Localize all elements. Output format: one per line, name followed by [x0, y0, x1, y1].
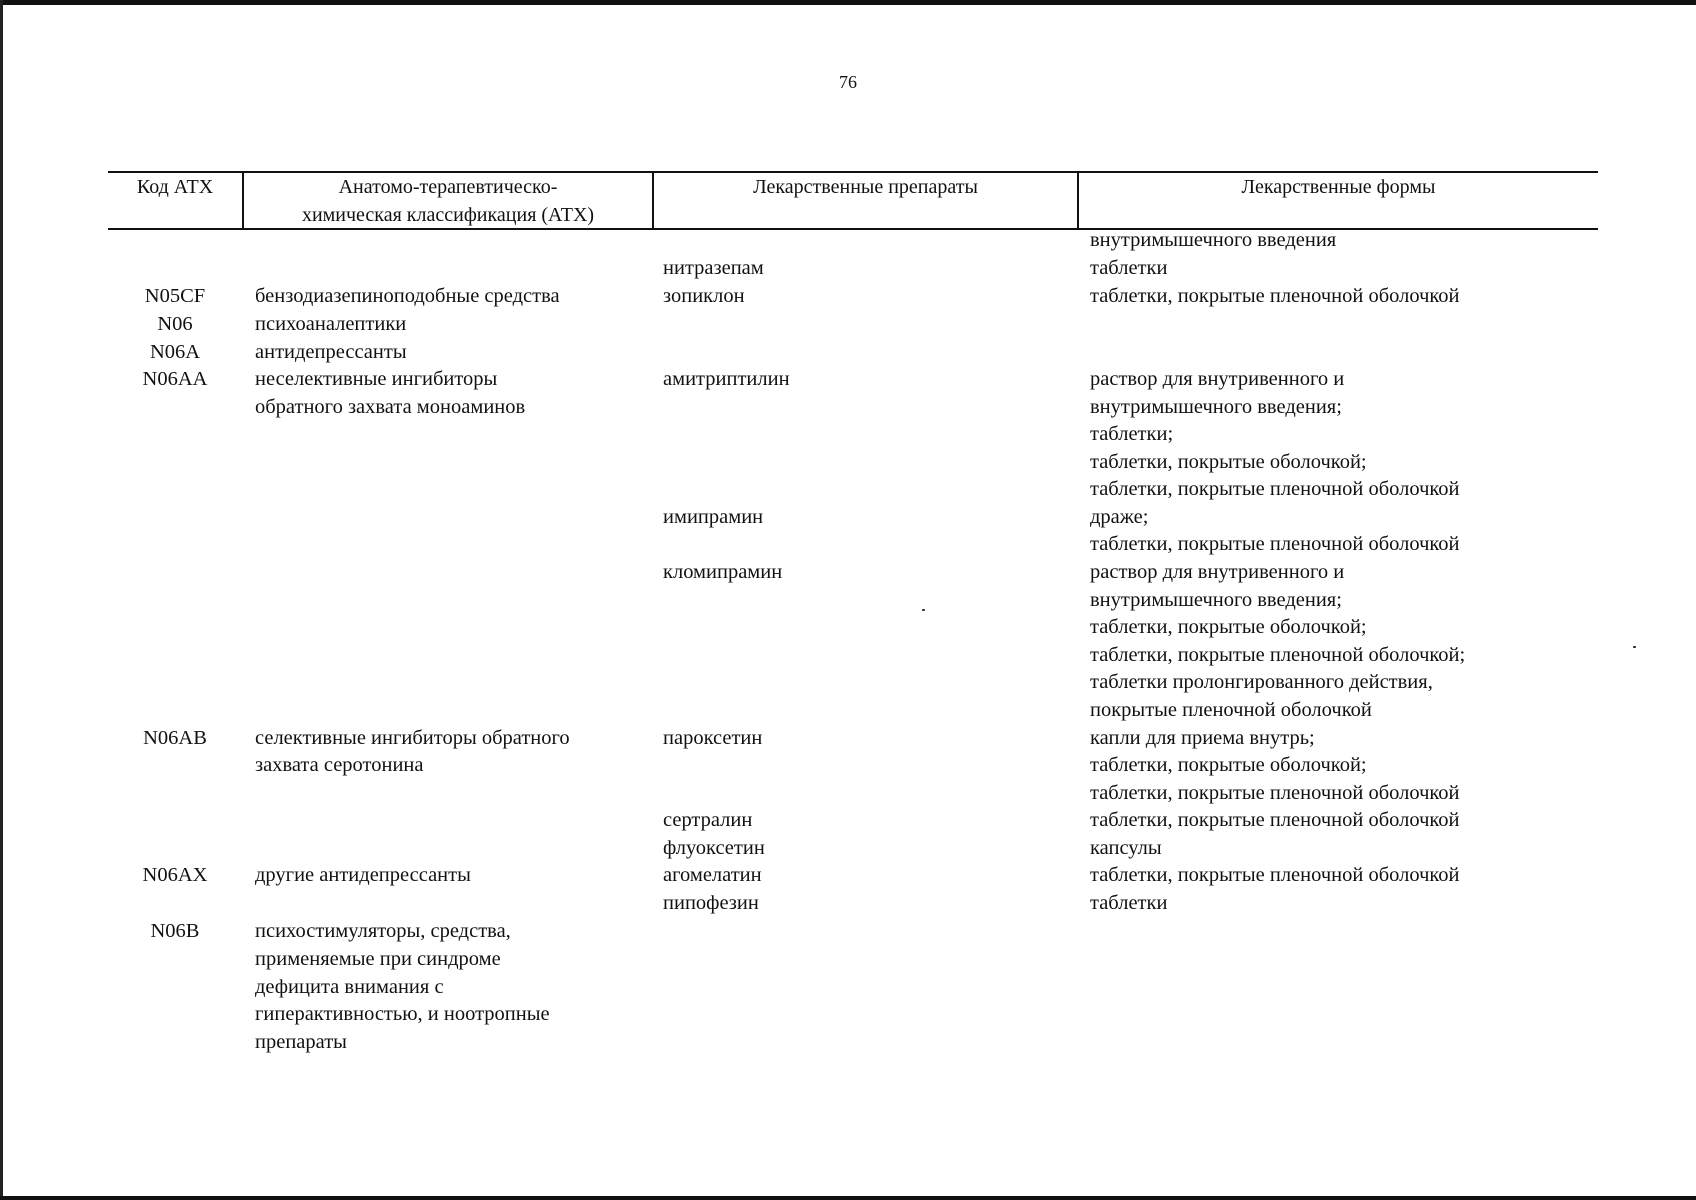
- atc-classification: неселективные ингибиторы: [255, 368, 498, 390]
- header-forms: [1079, 173, 1598, 201]
- drug-name: сертралин: [663, 809, 753, 831]
- atc-classification: захвата серотонина: [255, 754, 424, 776]
- drug-name: агомелатин: [663, 864, 762, 886]
- scan-speck: [922, 609, 925, 611]
- dosage-form: таблетки, покрытые оболочкой;: [1090, 754, 1367, 776]
- page-number: 76: [839, 72, 857, 92]
- atc-code: N05CF: [144, 285, 206, 307]
- drug-name: пароксетин: [663, 727, 763, 749]
- dosage-form: таблетки, покрытые пленочной оболочкой: [1090, 478, 1460, 500]
- dosage-form: таблетки: [1090, 892, 1168, 914]
- dosage-form: покрытые пленочной оболочкой: [1090, 699, 1372, 721]
- atc-classification: дефицита внимания с: [255, 976, 444, 998]
- atc-classification: антидепрессанты: [255, 341, 407, 363]
- scan-border-left: [0, 0, 3, 1200]
- atc-code: N06AB: [143, 727, 207, 749]
- header-forms-text: Лекарственные формы: [1241, 176, 1436, 198]
- dosage-form: таблетки, покрытые пленочной оболочкой: [1090, 809, 1460, 831]
- atc-classification: препараты: [255, 1031, 347, 1053]
- atc-classification: обратного захвата моноаминов: [255, 396, 526, 418]
- drug-name: зопиклон: [663, 285, 745, 307]
- header-code-text: Код АТХ: [136, 176, 214, 198]
- atc-classification: другие антидепрессанты: [255, 864, 471, 886]
- scan-border-top: [0, 0, 1696, 5]
- atc-code: N06: [157, 313, 193, 335]
- header-classification-line-1: Анатомо-терапевтическо-: [338, 176, 558, 198]
- dosage-form: внутримышечного введения;: [1090, 589, 1342, 611]
- drug-name: флуоксетин: [663, 837, 765, 859]
- atc-classification: гиперактивностью, и ноотропные: [255, 1003, 550, 1025]
- dosage-form: капли для приема внутрь;: [1090, 727, 1315, 749]
- dosage-form: таблетки, покрытые пленочной оболочкой: [1090, 782, 1460, 804]
- dosage-form: таблетки: [1090, 257, 1168, 279]
- dosage-form: внутримышечного введения;: [1090, 396, 1342, 418]
- dosage-form: таблетки, покрытые оболочкой;: [1090, 451, 1367, 473]
- drug-name: имипрамин: [663, 506, 764, 528]
- header-code: [108, 173, 242, 201]
- dosage-form: капсулы: [1090, 837, 1162, 859]
- dosage-form: раствор для внутривенного и: [1090, 368, 1345, 390]
- atc-classification: психоаналептики: [255, 313, 407, 335]
- dosage-form: таблетки, покрытые пленочной оболочкой: [1090, 285, 1460, 307]
- dosage-form: раствор для внутривенного и: [1090, 561, 1345, 583]
- dosage-form: таблетки пролонгированного действия,: [1090, 671, 1433, 693]
- drug-name: пипофезин: [663, 892, 759, 914]
- atc-classification: применяемые при синдроме: [255, 948, 501, 970]
- atc-code: N06AX: [142, 864, 208, 886]
- atc-classification: селективные ингибиторы обратного: [255, 727, 570, 749]
- dosage-form: таблетки, покрытые оболочкой;: [1090, 616, 1367, 638]
- atc-classification: психостимуляторы, средства,: [255, 920, 511, 942]
- dosage-form: таблетки, покрытые пленочной оболочкой;: [1090, 644, 1466, 666]
- dosage-form: внутримышечного введения: [1090, 229, 1337, 251]
- scan-border-bottom: [0, 1196, 1696, 1200]
- header-drugs-text: Лекарственные препараты: [753, 176, 978, 198]
- dosage-form: таблетки;: [1090, 423, 1174, 445]
- header-drugs: [654, 173, 1077, 201]
- header-classification-line-2: химическая классификация (АТХ): [301, 204, 595, 226]
- dosage-form: таблетки, покрытые пленочной оболочкой: [1090, 533, 1460, 555]
- scan-speck: [1633, 646, 1636, 648]
- drug-name: кломипрамин: [663, 561, 783, 583]
- header-classification: [244, 173, 652, 229]
- atc-code: N06A: [149, 341, 201, 363]
- atc-code: N06AA: [142, 368, 208, 390]
- dosage-form: таблетки, покрытые пленочной оболочкой: [1090, 864, 1460, 886]
- drug-name: нитразепам: [663, 257, 764, 279]
- atc-code: N06B: [150, 920, 200, 942]
- atc-classification: бензодиазепиноподобные средства: [255, 285, 560, 307]
- dosage-form: драже;: [1090, 506, 1149, 528]
- drug-name: амитриптилин: [663, 368, 790, 390]
